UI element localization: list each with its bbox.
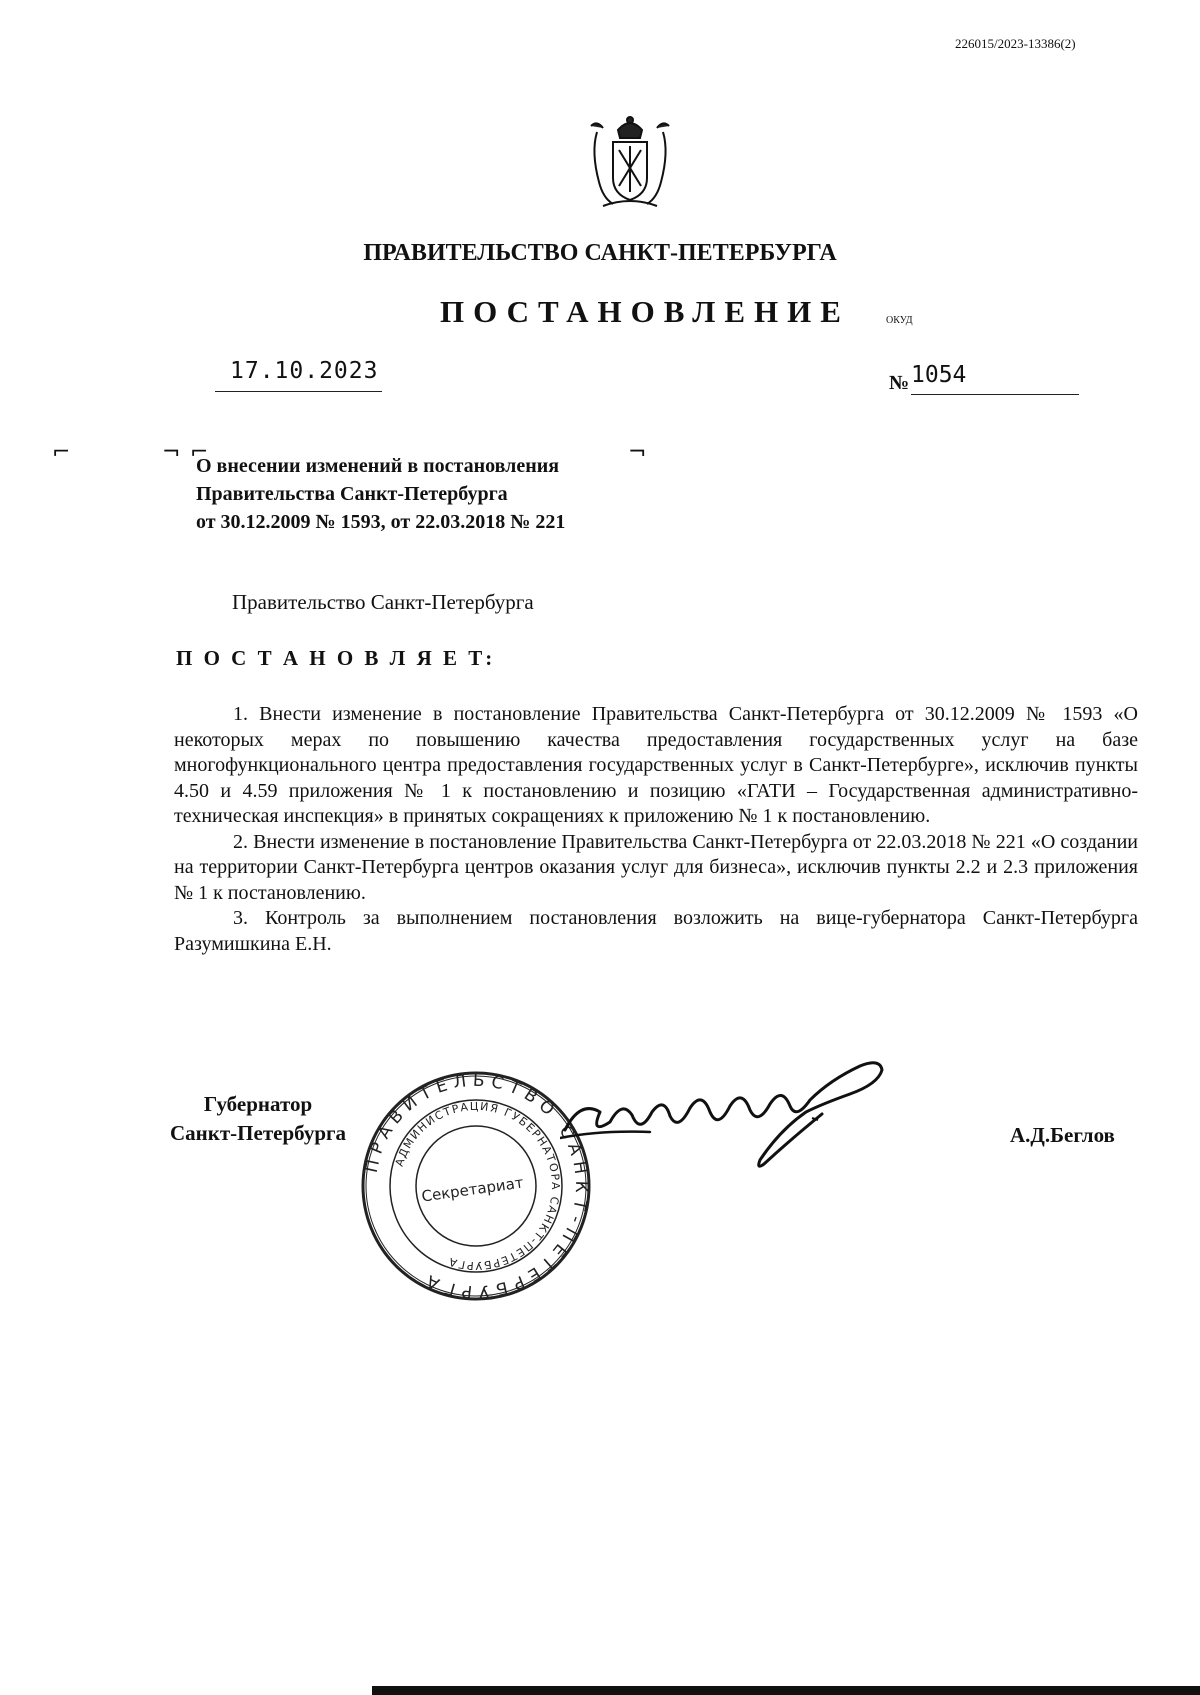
corner-mark-subject-inner: ⌐ — [190, 440, 209, 465]
signatory-title-line: Санкт-Петербурга — [170, 1121, 347, 1145]
okud-label: ОКУД — [886, 315, 913, 326]
preamble-subject: Правительство Санкт-Петербурга — [232, 590, 534, 614]
document-subject — [196, 452, 565, 536]
paragraph-3: 3. Контроль за выполнением постановления возложить на вице-губернатора Санкт-Петербурга Разумишкина Е.Н. — [174, 907, 1138, 955]
registration-number: 226015/2023-13386(2) — [955, 36, 1076, 51]
date-underline — [215, 391, 382, 392]
corner-mark-subject-right: ¬ — [628, 440, 647, 465]
resolves-heading: П О С Т А Н О В Л Я Е Т: — [176, 646, 496, 670]
paragraph-2: 2. Внести изменение в постановление Правительства Санкт-Петербурга от 22.03.2018 № 221 «О создании на территории Санкт-Петербурга центров оказания услуг для бизнеса», исключив пункты 2.2 и 2.3 приложения № 1 к постановлению. — [174, 830, 1138, 904]
bottom-scan-bar — [372, 1686, 1200, 1695]
signatory-title-line: Губернатор — [203, 1092, 313, 1116]
document-date: 17.10.2023 — [230, 358, 379, 384]
subject-line: О внесении изменений в постановления — [196, 455, 560, 477]
document-number: 1054 — [911, 362, 967, 388]
corner-mark-subject-left: ¬ — [162, 440, 181, 465]
subject-line: Правительства Санкт-Петербурга — [196, 483, 508, 505]
government-title: ПРАВИТЕЛЬСТВО САНКТ-ПЕТЕРБУРГА — [363, 240, 837, 266]
stamp-inner-text: АДМИНИСТРАЦИЯ ГУБЕРНАТОРА САНКТ-ПЕТЕРБУРГА — [392, 1099, 563, 1273]
number-sign: № — [889, 372, 910, 394]
signatory-title — [170, 1090, 346, 1148]
signatory-name: А.Д.Беглов — [1010, 1123, 1115, 1147]
document-body — [174, 702, 1138, 957]
corner-mark-left: ⌐ — [52, 440, 71, 465]
handwritten-signature — [560, 1060, 920, 1180]
document-type-title: ПОСТАНОВЛЕНИЕ — [440, 294, 850, 329]
paragraph-1: 1. Внести изменение в постановление Правительства Санкт-Петербурга от 30.12.2009 № 1593 «О некоторых мерах по повышению качества предоставления государственных услуг на базе многофункционального центра предоставления государственных услуг в Санкт-Петербурге», исключив пункты 4.50 и 4.59 приложения № 1 к постановлению и позицию «ГАТИ – Государственная административно-техническая инспекция» в принятых сокращениях к приложению № 1 к постановлению. — [174, 703, 1138, 827]
official-stamp-icon — [360, 1070, 592, 1302]
coat-of-arms-icon — [583, 112, 677, 212]
stamp-center-text: Секретариат — [420, 1173, 525, 1206]
number-underline — [911, 394, 1079, 395]
subject-line: от 30.12.2009 № 1593, от 22.03.2018 № 221 — [196, 511, 566, 533]
stamp-outer-text: ПРАВИТЕЛЬСТВО САНКТ-ПЕТЕРБУРГА — [361, 1070, 592, 1302]
